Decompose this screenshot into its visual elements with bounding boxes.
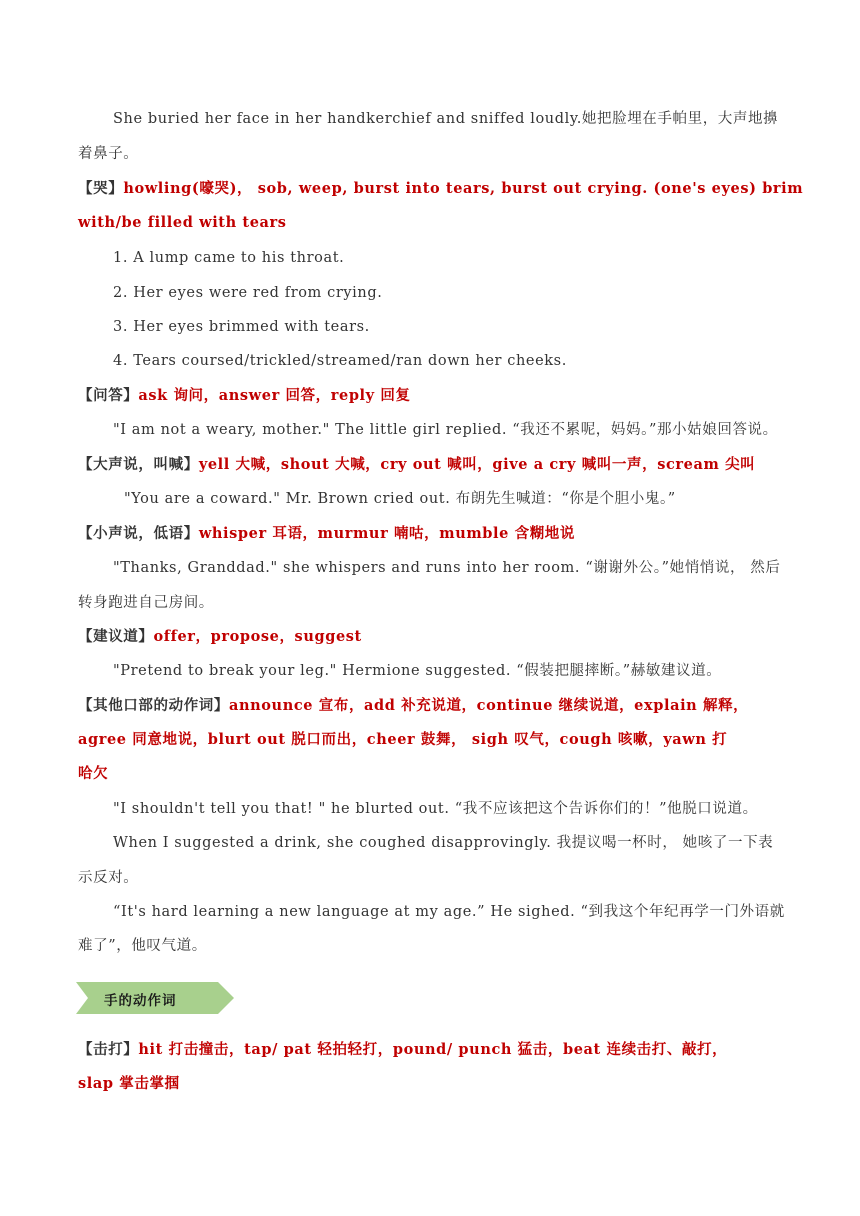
hit-heading xyxy=(78,1040,778,1060)
example-item: 4. Tears coursed/trickled/streamed/ran down her cheeks. xyxy=(113,353,567,369)
vocab-list: slap 掌击掌掴 xyxy=(78,1075,180,1092)
vocab-list: hit 打击撞击，tap/ pat 轻拍轻打，pound/ punch 猛击，beat 连续击打、敲打， xyxy=(138,1041,728,1058)
suggest-heading xyxy=(78,627,778,647)
section-label: 【大声说，叫喊】 xyxy=(78,456,199,473)
vocab-list: ask 询问，answer 回答，reply 回复 xyxy=(138,387,411,404)
example-sentence: "You are a coward." Mr. Brown cried out. 布朗先生喊道：“你是个胆小鬼。” xyxy=(124,491,676,507)
section-label: 【哭】 xyxy=(78,180,124,197)
vocab-list: with/be filled with tears xyxy=(78,214,287,231)
other-heading xyxy=(78,696,778,716)
example-sentence: "Pretend to break your leg." Hermione suggested. “假装把腿摔断。”赫敏建议道。 xyxy=(113,663,722,679)
vocab-list: 哈欠 xyxy=(78,765,109,782)
example-sentence: "Thanks, Granddad." she whispers and runs into her room. “谢谢外公。”她悄悄说， 然后 xyxy=(113,560,781,576)
ask-heading xyxy=(78,386,778,406)
paragraph-line: 着鼻子。 xyxy=(78,146,139,162)
example-sentence: 示反对。 xyxy=(78,870,139,886)
vocab-list: offer，propose，suggest xyxy=(153,628,362,645)
vocab-list: howling(嚎哭)， sob, weep, burst into tears, burst out crying. (one's eyes) brim xyxy=(123,180,804,197)
paragraph-line: She buried her face in her handkerchief and sniffed loudly.她把脸埋在手帕里，大声地擤 xyxy=(113,111,779,127)
section-label: 【建议道】 xyxy=(78,628,154,645)
section-banner xyxy=(76,982,236,1014)
example-sentence: "I am not a weary, mother." The little girl replied. “我还不累呢，妈妈。”那小姑娘回答说。 xyxy=(113,422,778,438)
section-label: 【小声说，低语】 xyxy=(78,525,199,542)
soft-heading xyxy=(78,524,778,544)
banner-label: 手的动作词 xyxy=(104,993,177,1009)
section-label: 【其他口部的动作词】 xyxy=(78,697,229,714)
vocab-list: announce 宣布，add 补充说道，continue 继续说道，explain 解释， xyxy=(229,697,749,714)
vocab-list: agree 同意地说，blurt out 脱口而出，cheer 鼓舞， sigh 叹气，cough 咳嗽，yawn 打 xyxy=(78,731,728,748)
example-sentence: 难了”，他叹气道。 xyxy=(78,938,207,954)
vocab-list: yell 大喊，shout 大喊，cry out 喊叫，give a cry 喊叫一声，scream 尖叫 xyxy=(198,456,756,473)
section-label: 【问答】 xyxy=(78,387,139,404)
example-item: 3. Her eyes brimmed with tears. xyxy=(113,319,370,335)
section-label: 【击打】 xyxy=(78,1041,139,1058)
example-sentence: When I suggested a drink, she coughed disapprovingly. 我提议喝一杯时， 她咳了一下表 xyxy=(113,835,774,851)
example-item: 2. Her eyes were red from crying. xyxy=(113,285,383,301)
example-sentence: “It's hard learning a new language at my age.” He sighed. “到我这个年纪再学一门外语就 xyxy=(113,904,785,920)
example-sentence: "I shouldn't tell you that! " he blurted out. “我不应该把这个告诉你们的！”他脱口说道。 xyxy=(113,801,758,817)
cry-heading xyxy=(78,179,804,199)
vocab-list: whisper 耳语，murmur 喃咕，mumble 含糊地说 xyxy=(198,525,576,542)
example-sentence: 转身跑进自己房间。 xyxy=(78,595,214,611)
loud-heading xyxy=(78,455,778,475)
example-item: 1. A lump came to his throat. xyxy=(113,250,345,266)
